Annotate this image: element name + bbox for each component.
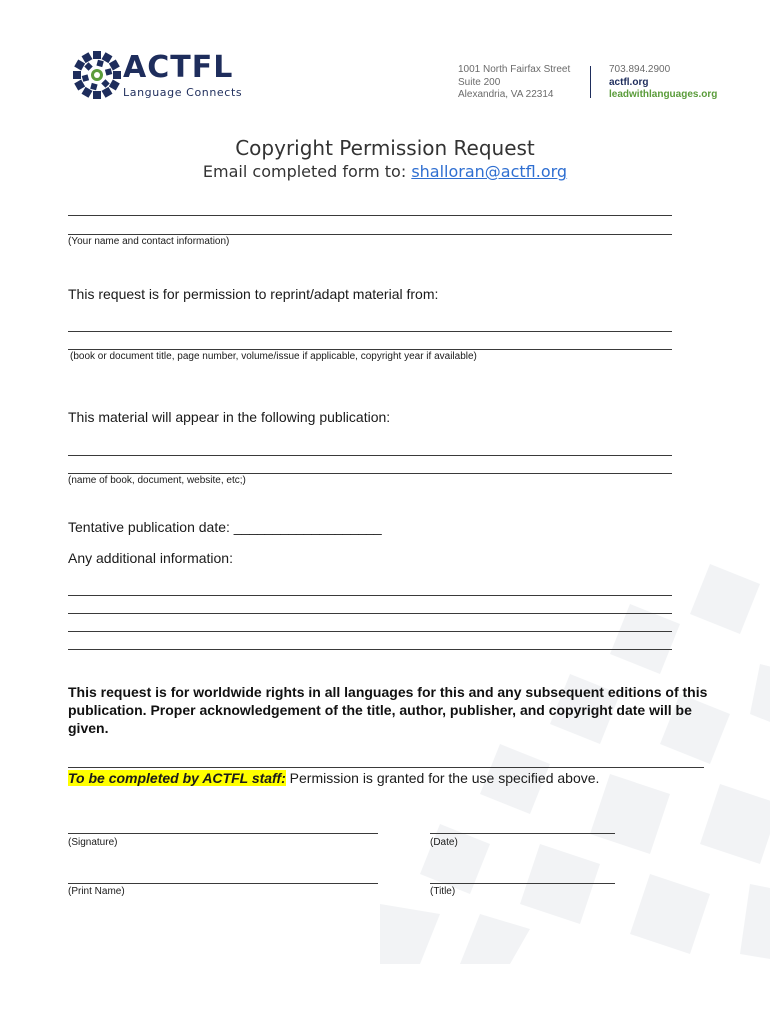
name-line-1[interactable] bbox=[68, 215, 672, 216]
campaign-link[interactable]: leadwithlanguages.org bbox=[609, 89, 718, 100]
date-caption: (Date) bbox=[430, 837, 458, 848]
date-line[interactable] bbox=[430, 833, 615, 834]
address-block bbox=[458, 64, 570, 102]
address-line: Alexandria, VA 22314 bbox=[458, 89, 554, 100]
phone-number: 703.894.2900 bbox=[609, 64, 671, 75]
staff-divider bbox=[68, 767, 704, 768]
staff-statement bbox=[68, 770, 599, 786]
title-caption: (Title) bbox=[430, 886, 456, 897]
address-line: 1001 North Fairfax Street bbox=[458, 64, 571, 75]
logo-tagline: Language Connects bbox=[123, 86, 243, 99]
staff-text: Permission is granted for the use specified above. bbox=[285, 770, 600, 786]
material-prompt: This request is for permission to reprint/adapt material from: bbox=[68, 286, 439, 302]
additional-line-2[interactable] bbox=[68, 613, 672, 614]
publication-prompt: This material will appear in the following publication: bbox=[68, 409, 391, 425]
watermark-graphic bbox=[380, 544, 770, 964]
email-prefix: Email completed form to: bbox=[202, 162, 412, 181]
publication-date-field[interactable]: Tentative publication date: ___________________ bbox=[68, 519, 382, 535]
signature-line[interactable] bbox=[68, 833, 378, 834]
signature-caption: (Signature) bbox=[68, 837, 118, 848]
print-name-line[interactable] bbox=[68, 883, 378, 884]
publication-caption: (name of book, document, website, etc;) bbox=[68, 475, 246, 486]
additional-info-prompt: Any additional information: bbox=[68, 550, 233, 566]
website-link[interactable]: actfl.org bbox=[609, 76, 649, 88]
logo-wordmark: ACTFL bbox=[123, 50, 234, 85]
name-line-2[interactable] bbox=[68, 234, 672, 235]
additional-line-1[interactable] bbox=[68, 595, 672, 596]
rights-statement: This request is for worldwide rights in all languages for this and any subsequent editions of this publication. Proper acknowledgement of the title, author, publisher, and copyright date will be given. bbox=[68, 684, 708, 736]
material-caption: (book or document title, page number, volume/issue if applicable, copyright year if available) bbox=[70, 351, 477, 362]
additional-line-3[interactable] bbox=[68, 631, 672, 632]
page-title: Copyright Permission Request bbox=[235, 136, 535, 160]
contact-block bbox=[609, 64, 717, 102]
header-divider bbox=[590, 66, 591, 98]
staff-label: To be completed by ACTFL staff: bbox=[68, 770, 286, 786]
name-caption: (Your name and contact information) bbox=[68, 236, 230, 247]
material-line-2[interactable] bbox=[68, 349, 672, 350]
title-line[interactable] bbox=[430, 883, 615, 884]
additional-line-4[interactable] bbox=[68, 649, 672, 650]
publication-line-2[interactable] bbox=[68, 473, 672, 474]
material-line-1[interactable] bbox=[68, 331, 672, 332]
email-instruction bbox=[0, 162, 770, 181]
email-link[interactable]: shalloran@actfl.org bbox=[411, 162, 568, 181]
publication-line-1[interactable] bbox=[68, 455, 672, 456]
actfl-logo-icon bbox=[72, 50, 122, 100]
print-name-caption: (Print Name) bbox=[68, 886, 125, 897]
address-line: Suite 200 bbox=[458, 76, 501, 88]
